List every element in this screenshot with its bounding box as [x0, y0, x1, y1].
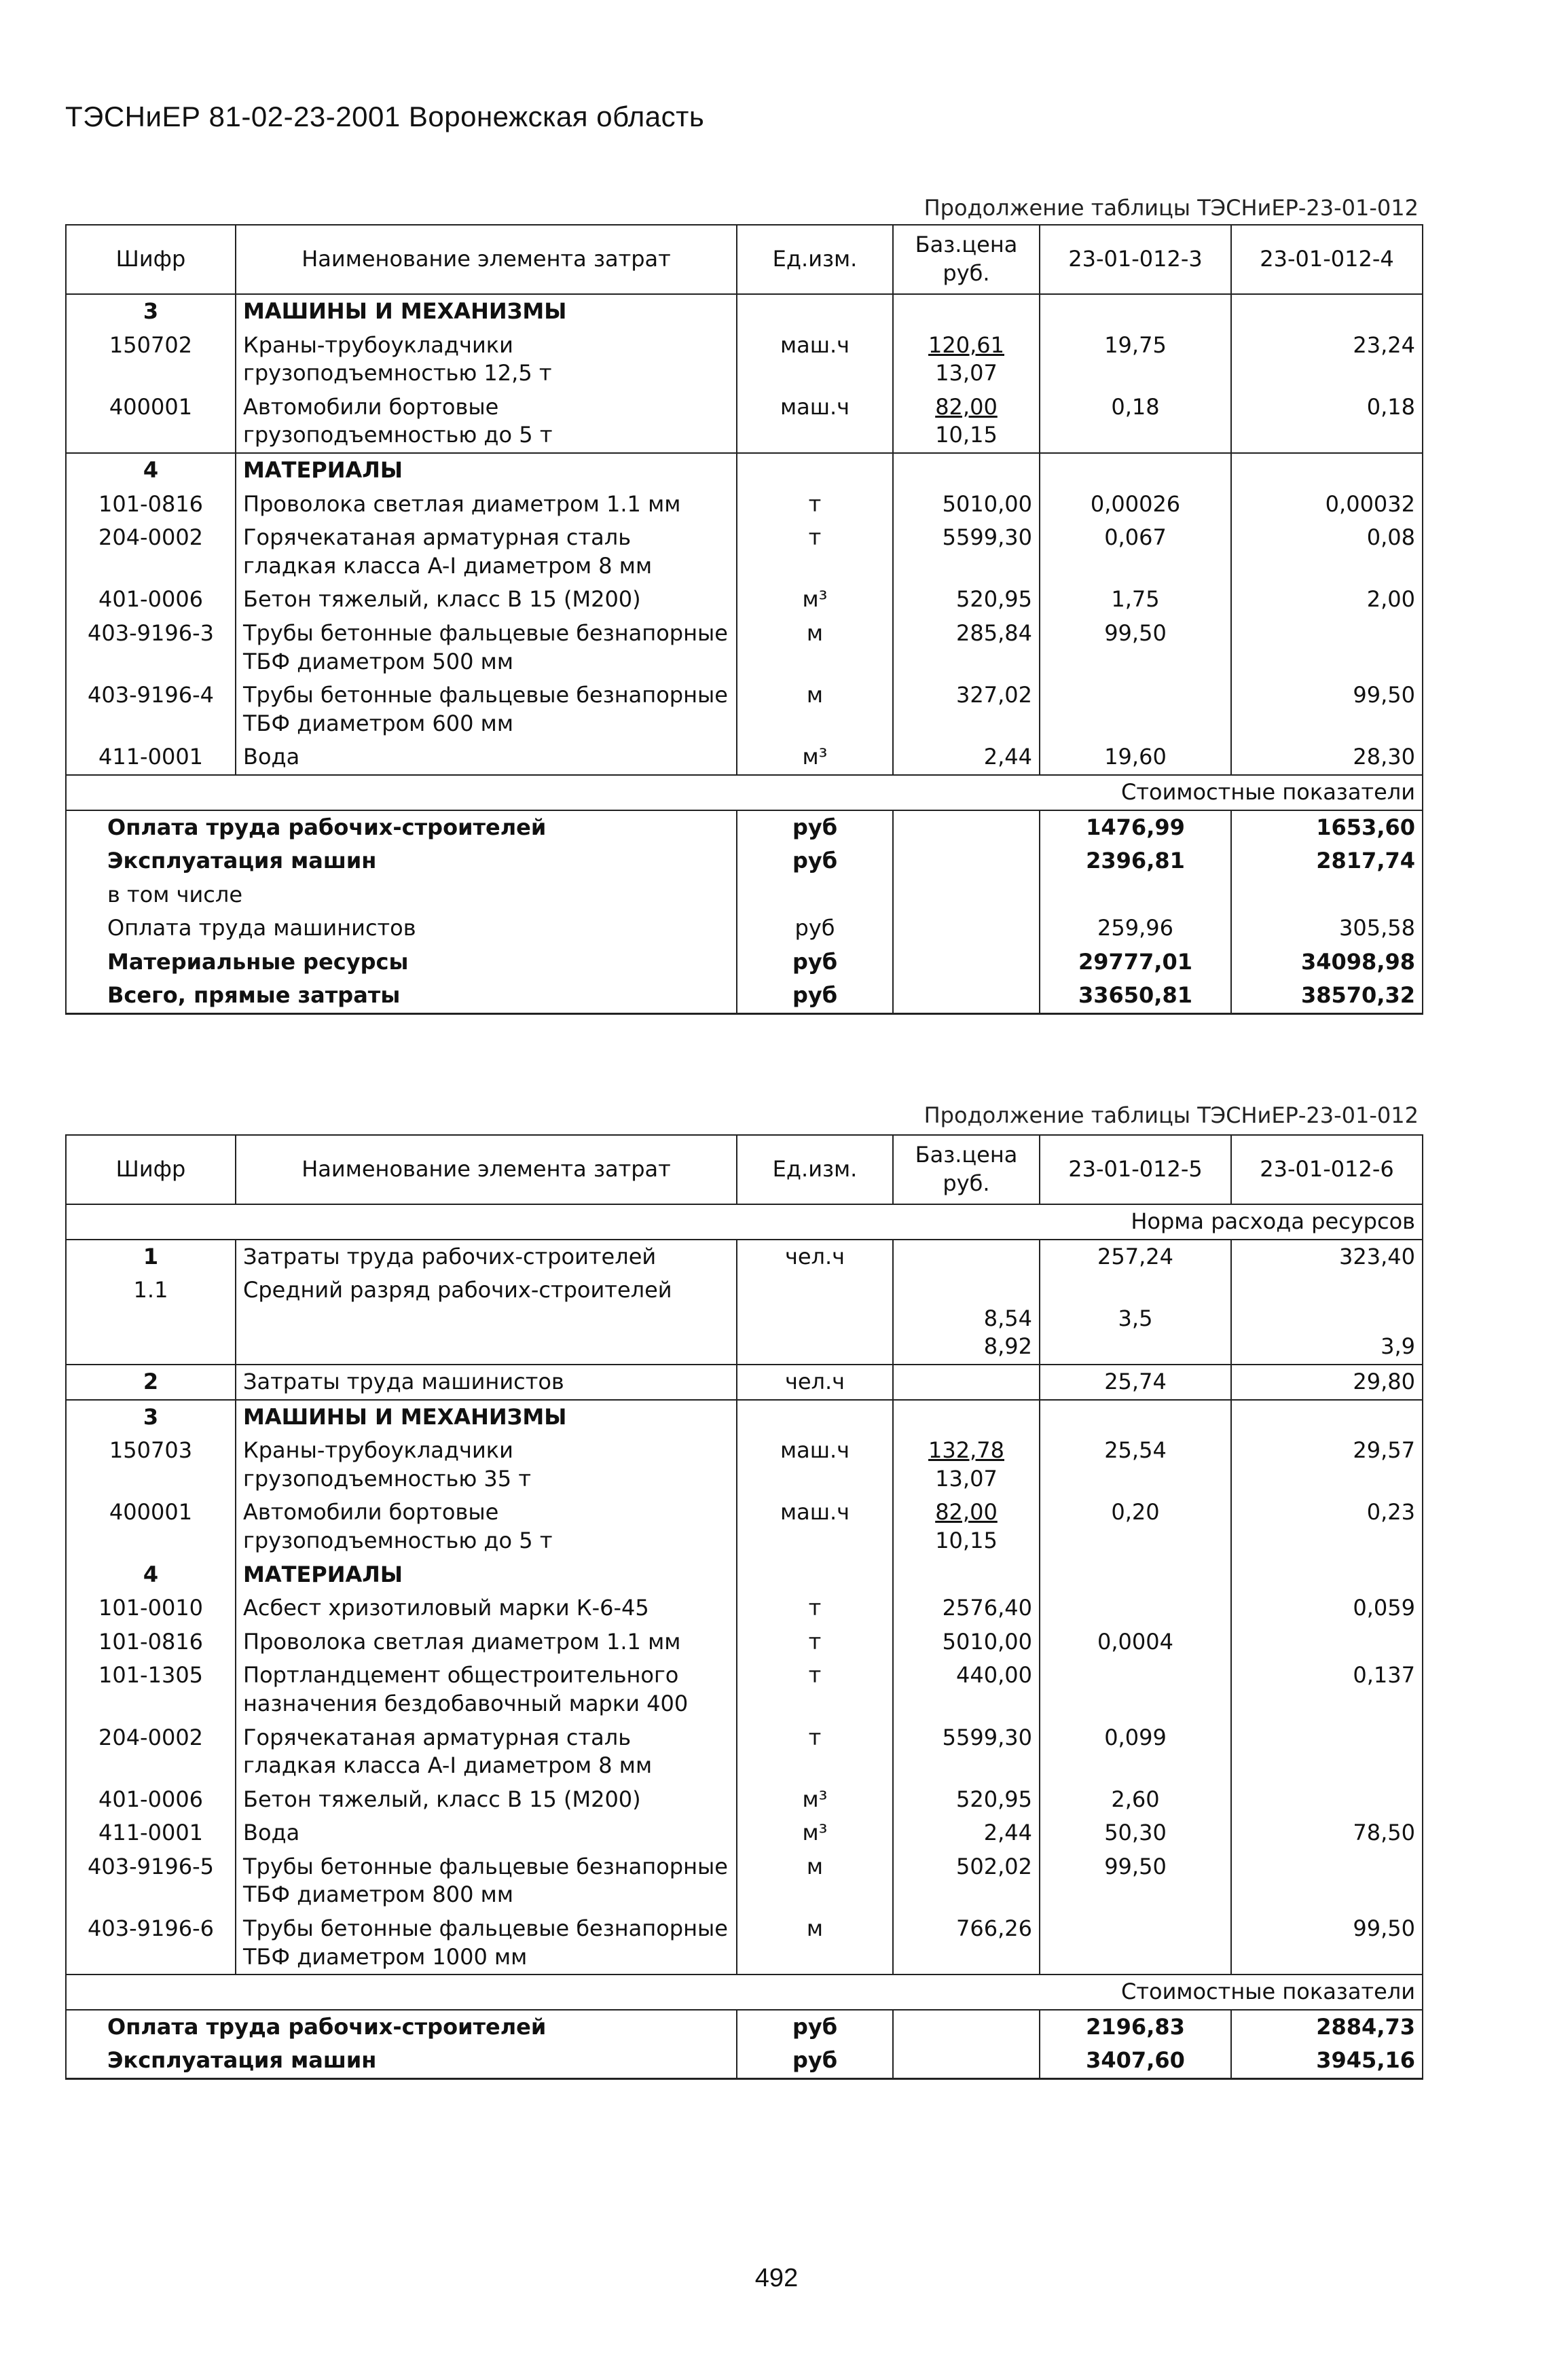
resource-price: 502,02: [893, 1850, 1040, 1912]
resource-name: Краны-трубоукладчики грузоподъемностью 12,5 т: [236, 329, 737, 391]
resource-unit: м³: [737, 1783, 893, 1817]
value-b: 0,00032: [1231, 488, 1423, 522]
total-a: 33650,81: [1040, 979, 1231, 1013]
resource-code: 101-0816: [66, 488, 236, 522]
total-a: 2196,83: [1040, 2010, 1231, 2044]
total-a: 1476,99: [1040, 810, 1231, 845]
total-b: 1653,60: [1231, 810, 1423, 845]
table-row: [66, 1434, 1423, 1496]
empty-cell: [1040, 1400, 1231, 1435]
value-b: 0,18: [1231, 391, 1423, 453]
resource-name: Автомобили бортовые грузоподъемностью до 5 т: [236, 391, 737, 453]
col-name-header: Наименование элемента затрат: [236, 225, 737, 294]
item-name: Средний разряд рабочих-строителей: [236, 1274, 737, 1365]
item-number: 1: [66, 1240, 236, 1274]
continuation-label: Продолжение таблицы ТЭСНиЕР-23-01-012: [924, 195, 1419, 221]
empty-cell: [893, 810, 1040, 845]
resource-unit: м³: [737, 740, 893, 775]
value-b: 78,50: [1231, 1816, 1423, 1850]
total-b: 3945,16: [1231, 2044, 1423, 2078]
empty-cell: [893, 2010, 1040, 2044]
resource-name: Проволока светлая диаметром 1.1 мм: [236, 488, 737, 522]
value-b: [1231, 1783, 1423, 1817]
resource-name: Краны-трубоукладчики грузоподъемностью 35 т: [236, 1434, 737, 1496]
resource-unit: т: [737, 521, 893, 583]
table-row: [66, 1274, 1423, 1365]
empty-cell: [1231, 453, 1423, 488]
resource-price: 766,26: [893, 1912, 1040, 1975]
resource-price: 2,44: [893, 1816, 1040, 1850]
section-number: 4: [66, 1558, 236, 1592]
resource-name: Трубы бетонные фальцевые безнапорные ТБФ диаметром 500 мм: [236, 617, 737, 679]
value-b: 0,23: [1231, 1496, 1423, 1557]
value-b: 29,57: [1231, 1434, 1423, 1496]
empty-cell: [893, 1365, 1040, 1400]
resource-code: 403-9196-3: [66, 617, 236, 679]
empty-cell: [893, 844, 1040, 878]
value-a: 19,75: [1040, 329, 1231, 391]
resource-unit: маш.ч: [737, 1496, 893, 1557]
table-row: [66, 453, 1423, 488]
table-row: [66, 679, 1423, 740]
empty-cell: [1231, 1558, 1423, 1592]
table-row: [66, 1721, 1423, 1783]
empty-cell: [737, 453, 893, 488]
table-row: [66, 945, 1423, 979]
empty-cell: [737, 1558, 893, 1592]
value-b: 0,059: [1231, 1591, 1423, 1625]
resource-unit: маш.ч: [737, 391, 893, 453]
resource-price: 5010,00: [893, 1625, 1040, 1659]
resource-price: [893, 1496, 1040, 1557]
col-a-header: 23-01-012-5: [1040, 1135, 1231, 1204]
resource-code: 150702: [66, 329, 236, 391]
resource-name: Вода: [236, 1816, 737, 1850]
table-row: [66, 1783, 1423, 1817]
total-unit: руб: [737, 844, 893, 878]
total-b: [1231, 878, 1423, 912]
value-a: [1040, 1274, 1231, 1365]
operator-price: 13,07: [935, 360, 998, 386]
item-name: Затраты труда машинистов: [236, 1365, 737, 1400]
table-row: [66, 1365, 1423, 1400]
empty-cell: [1040, 453, 1231, 488]
total-a: 259,96: [1040, 912, 1231, 945]
empty-cell: [1231, 294, 1423, 329]
total-label: Оплата труда рабочих-строителей: [66, 810, 737, 845]
resource-price: 2,44: [893, 740, 1040, 775]
section-number: 3: [66, 294, 236, 329]
total-label: Материальные ресурсы: [66, 945, 737, 979]
resource-price: [893, 329, 1040, 391]
operator-price: 10,15: [935, 1527, 998, 1553]
value-a: 2,60: [1040, 1783, 1231, 1817]
value-a: 25,74: [1040, 1365, 1231, 1400]
section-title: МАТЕРИАЛЫ: [236, 453, 737, 488]
resource-code: 403-9196-4: [66, 679, 236, 740]
table-row: [66, 294, 1423, 329]
total-label: в том числе: [66, 878, 737, 912]
value-a: 0,099: [1040, 1721, 1231, 1783]
resource-price: 2576,40: [893, 1591, 1040, 1625]
resource-name: Трубы бетонные фальцевые безнапорные ТБФ диаметром 800 мм: [236, 1850, 737, 1912]
resource-name: Автомобили бортовые грузоподъемностью до 5 т: [236, 1496, 737, 1557]
item-unit: чел.ч: [737, 1365, 893, 1400]
base-price: 132,78: [928, 1437, 1004, 1464]
rank-price-b: 8,92: [983, 1333, 1032, 1360]
empty-cell: [893, 453, 1040, 488]
empty-cell: [893, 1558, 1040, 1592]
estimate-table-2: [65, 1134, 1423, 2080]
value-b: 323,40: [1231, 1240, 1423, 1274]
total-b: 38570,32: [1231, 979, 1423, 1013]
value-a: 1,75: [1040, 583, 1231, 617]
resource-unit: м: [737, 1912, 893, 1975]
resource-name: Проволока светлая диаметром 1.1 мм: [236, 1625, 737, 1659]
resource-code: 101-1305: [66, 1659, 236, 1720]
resource-name: Асбест хризотиловый марки К-6-45: [236, 1591, 737, 1625]
total-label: Эксплуатация машин: [66, 844, 737, 878]
section-title: МАШИНЫ И МЕХАНИЗМЫ: [236, 294, 737, 329]
resource-price: 520,95: [893, 583, 1040, 617]
resource-unit: т: [737, 1625, 893, 1659]
value-a: 50,30: [1040, 1816, 1231, 1850]
value-b: 28,30: [1231, 740, 1423, 775]
table-row: [66, 391, 1423, 453]
item-number: 2: [66, 1365, 236, 1400]
total-unit: руб: [737, 912, 893, 945]
section-number: 4: [66, 453, 236, 488]
resource-unit: м: [737, 1850, 893, 1912]
resource-name: Портландцемент общестроительного назначения бездобавочный марки 400: [236, 1659, 737, 1720]
resource-price: [893, 1434, 1040, 1496]
resource-name: Трубы бетонные фальцевые безнапорные ТБФ диаметром 1000 мм: [236, 1912, 737, 1975]
resource-unit: т: [737, 488, 893, 522]
empty-cell: [893, 979, 1040, 1013]
value-b: [1231, 1721, 1423, 1783]
empty-cell: [893, 945, 1040, 979]
col-code-header: Шифр: [66, 225, 236, 294]
value-b: 0,137: [1231, 1659, 1423, 1720]
rank-value-a: 3,5: [1118, 1305, 1153, 1331]
col-unit-header: Ед.изм.: [737, 1135, 893, 1204]
table-row: [66, 979, 1423, 1013]
value-a: [1040, 679, 1231, 740]
empty-cell: [1040, 294, 1231, 329]
total-a: 2396,81: [1040, 844, 1231, 878]
table-row: [66, 1912, 1423, 1975]
continuation-label: Продолжение таблицы ТЭСНиЕР-23-01-012: [924, 1102, 1419, 1128]
total-label: Оплата труда рабочих-строителей: [66, 2010, 737, 2044]
resource-price: 285,84: [893, 617, 1040, 679]
cost-indicators-label: Стоимостные показатели: [66, 775, 1423, 810]
total-a: 3407,60: [1040, 2044, 1231, 2078]
table-row: [66, 2010, 1423, 2044]
value-b: [1231, 1625, 1423, 1659]
resource-unit: т: [737, 1591, 893, 1625]
total-unit: руб: [737, 979, 893, 1013]
empty-cell: [737, 294, 893, 329]
operator-price: 13,07: [935, 1465, 998, 1492]
total-a: 29777,01: [1040, 945, 1231, 979]
resource-code: 400001: [66, 391, 236, 453]
value-a: 0,20: [1040, 1496, 1231, 1557]
value-b: 23,24: [1231, 329, 1423, 391]
resource-price: 5010,00: [893, 488, 1040, 522]
resource-code: 101-0816: [66, 1625, 236, 1659]
empty-cell: [893, 2044, 1040, 2078]
resource-code: 401-0006: [66, 1783, 236, 1817]
resource-name: Бетон тяжелый, класс B 15 (M200): [236, 583, 737, 617]
value-a: 99,50: [1040, 617, 1231, 679]
total-label: Оплата труда машинистов: [66, 912, 737, 945]
table-row: [66, 810, 1423, 845]
empty-cell: [1231, 1400, 1423, 1435]
col-b-header: 23-01-012-6: [1231, 1135, 1423, 1204]
value-b: [1231, 1850, 1423, 1912]
resource-code: 101-0010: [66, 1591, 236, 1625]
table-row: [66, 1659, 1423, 1720]
resource-unit: т: [737, 1721, 893, 1783]
resource-price: [893, 391, 1040, 453]
empty-cell: [1040, 1558, 1231, 1592]
col-price-header: Баз.цена руб.: [893, 1135, 1040, 1204]
table-row: [66, 1591, 1423, 1625]
resource-code: 204-0002: [66, 1721, 236, 1783]
value-a: 19,60: [1040, 740, 1231, 775]
value-a: 257,24: [1040, 1240, 1231, 1274]
total-a: [1040, 878, 1231, 912]
table-row: [66, 2044, 1423, 2078]
total-b: 2817,74: [1231, 844, 1423, 878]
base-price: 82,00: [935, 393, 998, 420]
total-unit: руб: [737, 810, 893, 845]
value-b: 99,50: [1231, 679, 1423, 740]
value-a: [1040, 1912, 1231, 1975]
table-row: [66, 1558, 1423, 1592]
table-row: [66, 912, 1423, 945]
resource-code: 150703: [66, 1434, 236, 1496]
resource-name: Горячекатаная арматурная сталь гладкая класса A-I диаметром 8 мм: [236, 521, 737, 583]
table-row: [66, 1816, 1423, 1850]
value-a: 99,50: [1040, 1850, 1231, 1912]
table-row: [66, 521, 1423, 583]
empty-cell: [893, 294, 1040, 329]
resource-price: 440,00: [893, 1659, 1040, 1720]
cost-indicators-label: Стоимостные показатели: [66, 1975, 1423, 2010]
col-a-header: 23-01-012-3: [1040, 225, 1231, 294]
table-row: [66, 740, 1423, 775]
resource-code: 401-0006: [66, 583, 236, 617]
resource-unit: маш.ч: [737, 1434, 893, 1496]
table-header-row: [66, 1135, 1423, 1204]
resource-norm-label-row: [66, 1204, 1423, 1240]
empty-cell: [893, 1400, 1040, 1435]
total-label: Всего, прямые затраты: [66, 979, 737, 1013]
cost-indicators-label-row: [66, 1975, 1423, 2010]
total-label: Эксплуатация машин: [66, 2044, 737, 2078]
table-row: [66, 1496, 1423, 1557]
table-row: [66, 488, 1423, 522]
value-a: 0,067: [1040, 521, 1231, 583]
empty-cell: [737, 1274, 893, 1365]
base-price: 82,00: [935, 1499, 998, 1526]
empty-cell: [893, 878, 1040, 912]
resource-unit: м³: [737, 583, 893, 617]
resource-code: 411-0001: [66, 740, 236, 775]
resource-name: Горячекатаная арматурная сталь гладкая класса A-I диаметром 8 мм: [236, 1721, 737, 1783]
empty-cell: [893, 912, 1040, 945]
total-b: 34098,98: [1231, 945, 1423, 979]
table-row: [66, 844, 1423, 878]
value-b: [1231, 1274, 1423, 1365]
table-row: [66, 1400, 1423, 1435]
table-row: [66, 329, 1423, 391]
resource-norm-label: Норма расхода ресурсов: [66, 1204, 1423, 1240]
resource-unit: т: [737, 1659, 893, 1720]
empty-cell: [893, 1240, 1040, 1274]
value-a: 0,0004: [1040, 1625, 1231, 1659]
resource-price: 5599,30: [893, 521, 1040, 583]
estimate-table-1: [65, 224, 1423, 1015]
table-row: [66, 1850, 1423, 1912]
resource-name: Вода: [236, 740, 737, 775]
col-code-header: Шифр: [66, 1135, 236, 1204]
document-title: ТЭСНиЕР 81-02-23-2001 Воронежская область: [65, 101, 705, 132]
col-name-header: Наименование элемента затрат: [236, 1135, 737, 1204]
col-unit-header: Ед.изм.: [737, 225, 893, 294]
value-a: [1040, 1659, 1231, 1720]
table-row: [66, 1625, 1423, 1659]
item-number: 1.1: [66, 1274, 236, 1365]
value-a: 0,18: [1040, 391, 1231, 453]
resource-unit: м: [737, 617, 893, 679]
resource-name: Трубы бетонные фальцевые безнапорные ТБФ диаметром 600 мм: [236, 679, 737, 740]
section-title: МАШИНЫ И МЕХАНИЗМЫ: [236, 1400, 737, 1435]
table-row: [66, 617, 1423, 679]
page-number: 492: [754, 2264, 799, 2292]
value-b: [1231, 617, 1423, 679]
item-name: Затраты труда рабочих-строителей: [236, 1240, 737, 1274]
total-unit: руб: [737, 2010, 893, 2044]
resource-price: 327,02: [893, 679, 1040, 740]
base-price: 120,61: [928, 331, 1004, 358]
col-price-header: Баз.цена руб.: [893, 225, 1040, 294]
value-a: 0,00026: [1040, 488, 1231, 522]
resource-name: Бетон тяжелый, класс B 15 (M200): [236, 1783, 737, 1817]
value-a: [1040, 1591, 1231, 1625]
cost-indicators-label-row: [66, 775, 1423, 810]
col-b-header: 23-01-012-4: [1231, 225, 1423, 294]
table-row: [66, 1240, 1423, 1274]
section-number: 3: [66, 1400, 236, 1435]
section-title: МАТЕРИАЛЫ: [236, 1558, 737, 1592]
resource-code: 204-0002: [66, 521, 236, 583]
rank-prices: [893, 1274, 1040, 1365]
resource-price: 520,95: [893, 1783, 1040, 1817]
rank-value-b: 3,9: [1381, 1333, 1415, 1360]
table-row: [66, 583, 1423, 617]
value-b: 99,50: [1231, 1912, 1423, 1975]
rank-price-a: 8,54: [983, 1305, 1032, 1331]
resource-code: 411-0001: [66, 1816, 236, 1850]
table-header-row: [66, 225, 1423, 294]
value-b: 29,80: [1231, 1365, 1423, 1400]
value-a: 25,54: [1040, 1434, 1231, 1496]
resource-code: 403-9196-6: [66, 1912, 236, 1975]
value-b: 2,00: [1231, 583, 1423, 617]
item-unit: чел.ч: [737, 1240, 893, 1274]
operator-price: 10,15: [935, 422, 998, 448]
resource-price: 5599,30: [893, 1721, 1040, 1783]
resource-unit: маш.ч: [737, 329, 893, 391]
table-row: [66, 878, 1423, 912]
total-b: 305,58: [1231, 912, 1423, 945]
resource-unit: м: [737, 679, 893, 740]
total-unit: [737, 878, 893, 912]
total-b: 2884,73: [1231, 2010, 1423, 2044]
total-unit: руб: [737, 2044, 893, 2078]
total-unit: руб: [737, 945, 893, 979]
resource-code: 403-9196-5: [66, 1850, 236, 1912]
resource-unit: м³: [737, 1816, 893, 1850]
resource-code: 400001: [66, 1496, 236, 1557]
empty-cell: [737, 1400, 893, 1435]
value-b: 0,08: [1231, 521, 1423, 583]
